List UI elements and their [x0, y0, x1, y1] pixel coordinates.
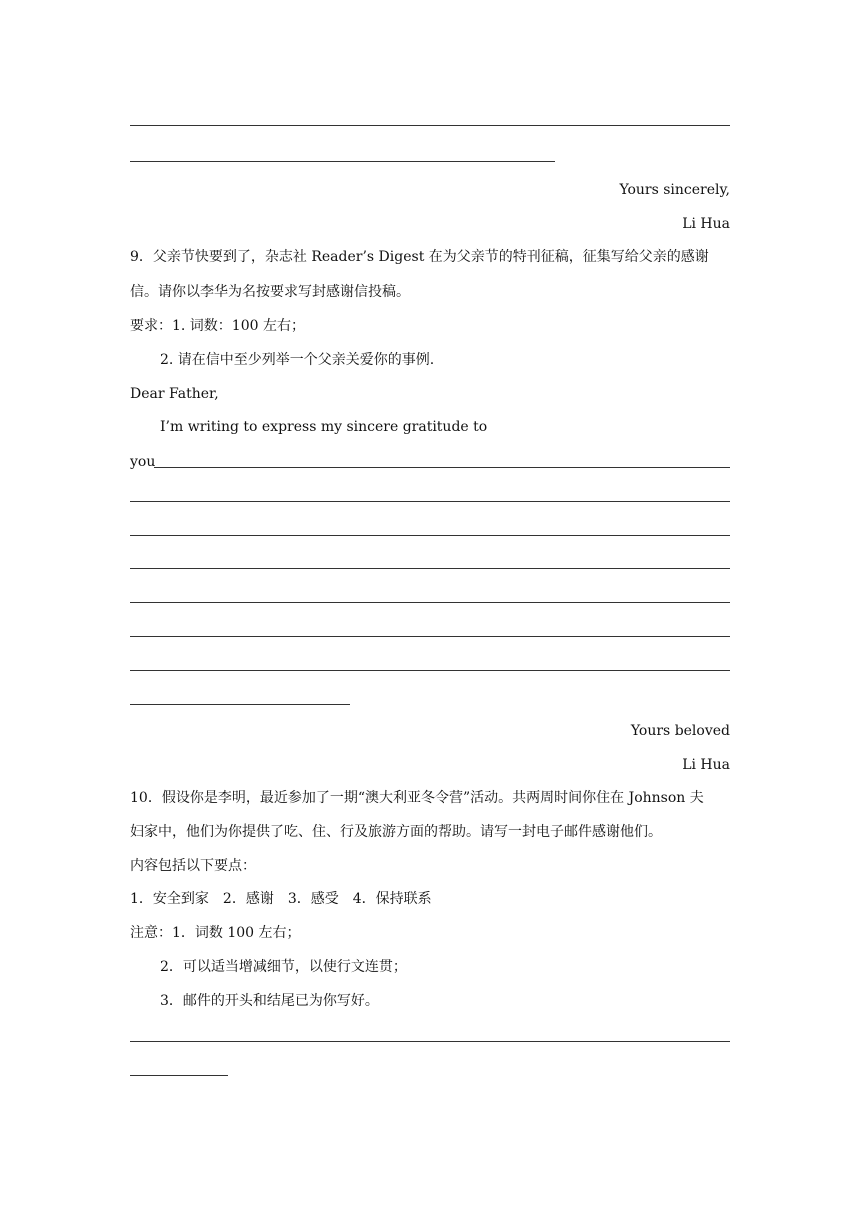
q9-signature: Li Hua — [682, 757, 730, 773]
q9-prompt-line-2: 信。请你以李华为名按要求写封感谢信投稿。 — [130, 284, 410, 300]
answer-line[interactable] — [130, 501, 730, 502]
answer-line[interactable] — [130, 125, 730, 126]
answer-line[interactable] — [154, 467, 730, 468]
q10-prompt-line-1: 10．假设你是李明，最近参加了一期“澳大利亚冬令营”活动。共两周时间你住在 Johnson 夫 — [130, 790, 704, 806]
answer-line[interactable] — [130, 161, 555, 162]
answer-line[interactable] — [130, 1075, 228, 1076]
answer-line[interactable] — [130, 1041, 730, 1042]
q9-prompt-line-1: 9．父亲节快要到了，杂志社 Reader’s Digest 在为父亲节的特刊征稿，征集写给父亲的感谢 — [130, 249, 709, 265]
q9-closing: Yours beloved — [630, 723, 730, 739]
answer-line[interactable] — [130, 535, 730, 536]
letter-closing: Yours sincerely, — [619, 182, 730, 198]
q10-note-1: 注意：1．词数 100 左右； — [130, 925, 301, 941]
q9-you-word: you — [130, 454, 156, 470]
answer-line[interactable] — [130, 636, 730, 637]
letter-signature: Li Hua — [682, 216, 730, 232]
answer-line[interactable] — [130, 602, 730, 603]
q9-salutation: Dear Father, — [130, 386, 219, 402]
q9-requirement-2: 2. 请在信中至少列举一个父亲关爱你的事例. — [160, 352, 435, 368]
answer-line[interactable] — [130, 704, 350, 705]
answer-line[interactable] — [130, 670, 730, 671]
q10-points: 1．安全到家 2．感谢 3．感受 4．保持联系 — [130, 891, 432, 907]
q10-points-intro: 内容包括以下要点： — [130, 858, 256, 874]
q9-opening-sentence: I’m writing to express my sincere gratitude to — [160, 419, 488, 435]
q10-note-2: 2．可以适当增减细节，以使行文连贯； — [160, 959, 407, 975]
q10-note-3: 3．邮件的开头和结尾已为你写好。 — [160, 993, 379, 1009]
q9-requirement-1: 要求：1. 词数：100 左右； — [130, 318, 305, 334]
q10-prompt-line-2: 妇家中，他们为你提供了吃、住、行及旅游方面的帮助。请写一封电子邮件感谢他们。 — [130, 824, 662, 840]
answer-line[interactable] — [130, 568, 730, 569]
